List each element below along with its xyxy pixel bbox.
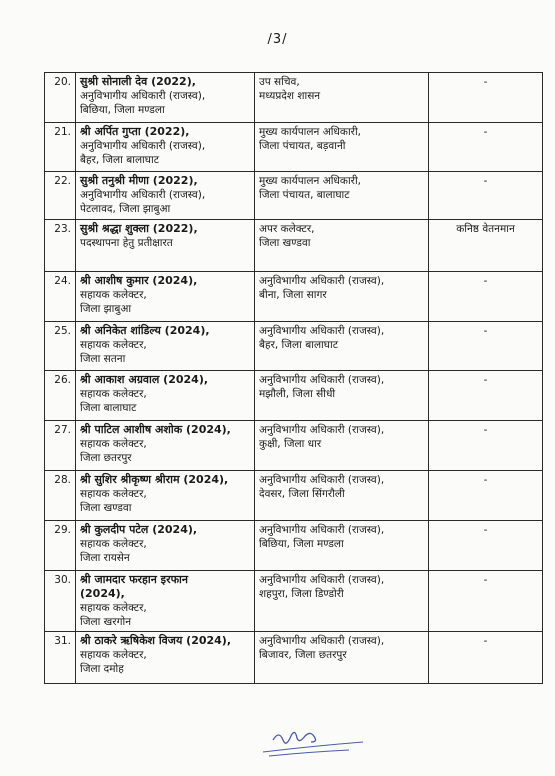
post-text: अनुविभागीय अधिकारी (राजस्व), xyxy=(259,374,385,386)
name-text: श्री आकाश अग्रवाल (2024), xyxy=(80,373,209,386)
sn-text: 20. xyxy=(54,76,71,88)
place-text: जिला छतरपुर xyxy=(80,452,132,464)
serial-number-cell xyxy=(45,571,76,632)
post-text: बिछिया, जिला मण्डला xyxy=(259,538,344,550)
post-text: जिला पंचायत, बड़वानी xyxy=(259,140,346,152)
post-text: देवसर, जिला सिंगरौली xyxy=(259,488,345,500)
remark-cell xyxy=(429,471,543,521)
remark-text: - xyxy=(483,175,488,187)
serial-number-cell xyxy=(45,220,76,272)
place-text: जिला झाबुआ xyxy=(80,303,132,315)
name-text: सुश्री तनुश्री मीणा (2022), xyxy=(80,174,198,187)
table-row xyxy=(45,322,543,371)
officer-cell xyxy=(76,322,255,371)
designation-text: अनुविभागीय अधिकारी (राजस्व), xyxy=(80,90,206,102)
remark-cell xyxy=(429,220,543,272)
post-text: अनुविभागीय अधिकारी (राजस्व), xyxy=(259,574,385,586)
place-text: बिछिया, जिला मण्डला xyxy=(80,104,165,116)
place-text: जिला सतना xyxy=(80,353,126,365)
new-posting-cell xyxy=(255,172,429,220)
post-text: अपर कलेक्टर, xyxy=(259,223,315,235)
remark-text: - xyxy=(483,474,488,486)
name-text: श्री अनिकेत शांडिल्य (2024), xyxy=(80,324,210,337)
table-row xyxy=(45,471,543,521)
new-posting-cell xyxy=(255,272,429,322)
remark-text: - xyxy=(483,524,488,536)
transfer-order-table xyxy=(44,72,543,684)
remark-cell xyxy=(429,371,543,421)
post-text: अनुविभागीय अधिकारी (राजस्व), xyxy=(259,325,385,337)
post-text: अनुविभागीय अधिकारी (राजस्व), xyxy=(259,635,385,647)
table-row xyxy=(45,421,543,471)
remark-text: - xyxy=(483,424,488,436)
remark-text: - xyxy=(483,275,488,287)
signature xyxy=(255,718,375,758)
place-text: जिला खण्डवा xyxy=(80,502,132,514)
officer-cell xyxy=(76,371,255,421)
place-text: जिला दमोह xyxy=(80,663,124,675)
remark-text: कनिष्ठ वेतनमान xyxy=(456,223,515,235)
new-posting-cell xyxy=(255,322,429,371)
post-text: मझौली, जिला सीधी xyxy=(259,388,336,400)
table-row xyxy=(45,272,543,322)
table-row xyxy=(45,73,543,123)
officer-cell xyxy=(76,521,255,571)
post-text: जिला खण्डवा xyxy=(259,237,311,249)
name-text: श्री आशीष कुमार (2024), xyxy=(80,274,198,287)
post-text: बिजावर, जिला छतरपुर xyxy=(259,649,347,661)
new-posting-cell xyxy=(255,521,429,571)
remark-text: - xyxy=(483,374,488,386)
table-row xyxy=(45,123,543,172)
post-text: मुख्य कार्यपालन अधिकारी, xyxy=(259,126,362,138)
post-text: अनुविभागीय अधिकारी (राजस्व), xyxy=(259,524,385,536)
name-text: (2024), xyxy=(80,587,125,600)
serial-number-cell xyxy=(45,521,76,571)
name-text: श्री ठाकरे ऋषिकेश विजय (2024), xyxy=(80,634,232,647)
officer-cell xyxy=(76,421,255,471)
table-row xyxy=(45,172,543,220)
officer-cell xyxy=(76,172,255,220)
post-text: शहपुरा, जिला डिण्डोरी xyxy=(259,588,344,600)
remark-text: - xyxy=(483,574,488,586)
name-text: श्री जामदार फरहान इरफान xyxy=(80,573,189,586)
designation-text: सहायक कलेक्टर, xyxy=(80,388,147,400)
new-posting-cell xyxy=(255,73,429,123)
officer-cell xyxy=(76,73,255,123)
sn-text: 26. xyxy=(54,374,71,386)
officer-cell xyxy=(76,632,255,684)
name-text: श्री अर्पित गुप्ता (2022), xyxy=(80,125,190,138)
serial-number-cell xyxy=(45,123,76,172)
remark-cell xyxy=(429,322,543,371)
serial-number-cell xyxy=(45,73,76,123)
name-text: सुश्री सोनाली देव (2022), xyxy=(80,75,196,88)
serial-number-cell xyxy=(45,371,76,421)
remark-cell xyxy=(429,123,543,172)
serial-number-cell xyxy=(45,632,76,684)
remark-text: - xyxy=(483,325,488,337)
designation-text: सहायक कलेक्टर, xyxy=(80,602,147,614)
designation-text: सहायक कलेक्टर, xyxy=(80,649,147,661)
table-row xyxy=(45,220,543,272)
post-text: अनुविभागीय अधिकारी (राजस्व), xyxy=(259,275,385,287)
serial-number-cell xyxy=(45,272,76,322)
remark-text: - xyxy=(483,126,488,138)
name-text: श्री कुलदीप पटेल (2024), xyxy=(80,523,198,536)
sn-text: 23. xyxy=(54,223,71,235)
designation-text: सहायक कलेक्टर, xyxy=(80,289,147,301)
sn-text: 21. xyxy=(54,126,71,138)
sn-text: 24. xyxy=(54,275,71,287)
table-row xyxy=(45,571,543,632)
designation-text: सहायक कलेक्टर, xyxy=(80,339,147,351)
serial-number-cell xyxy=(45,421,76,471)
designation-text: सहायक कलेक्टर, xyxy=(80,538,147,550)
officer-cell xyxy=(76,272,255,322)
sn-text: 27. xyxy=(54,424,71,436)
officer-cell xyxy=(76,220,255,272)
post-text: बैहर, जिला बालाघाट xyxy=(259,339,338,351)
post-text: अनुविभागीय अधिकारी (राजस्व), xyxy=(259,424,385,436)
sn-text: 28. xyxy=(54,474,71,486)
designation-text: अनुविभागीय अधिकारी (राजस्व), xyxy=(80,189,206,201)
place-text: जिला बालाघाट xyxy=(80,402,137,414)
new-posting-cell xyxy=(255,632,429,684)
sn-text: 30. xyxy=(54,574,71,586)
post-text: उप सचिव, xyxy=(259,76,300,88)
name-text: श्री सुशिर श्रीकृष्ण श्रीराम (2024), xyxy=(80,473,229,486)
post-text: अनुविभागीय अधिकारी (राजस्व), xyxy=(259,474,385,486)
remark-cell xyxy=(429,272,543,322)
table-row xyxy=(45,371,543,421)
new-posting-cell xyxy=(255,421,429,471)
remark-cell xyxy=(429,172,543,220)
page-number: /3/ xyxy=(267,32,288,47)
remark-cell xyxy=(429,521,543,571)
place-text: जिला खरगोन xyxy=(80,616,132,628)
sn-text: 22. xyxy=(54,175,71,187)
post-text: जिला पंचायत, बालाघाट xyxy=(259,189,350,201)
remark-cell xyxy=(429,421,543,471)
remark-cell xyxy=(429,73,543,123)
place-text: बैहर, जिला बालाघाट xyxy=(80,154,159,166)
sn-text: 29. xyxy=(54,524,71,536)
post-text: मुख्य कार्यपालन अधिकारी, xyxy=(259,175,362,187)
officer-cell xyxy=(76,471,255,521)
serial-number-cell xyxy=(45,322,76,371)
name-text: सुश्री श्रद्धा शुक्ला (2022), xyxy=(80,222,198,235)
officer-cell xyxy=(76,123,255,172)
remark-text: - xyxy=(483,635,488,647)
sn-text: 31. xyxy=(54,635,71,647)
post-text: बीना, जिला सागर xyxy=(259,289,327,301)
post-text: मध्यप्रदेश शासन xyxy=(259,90,321,102)
remark-text: - xyxy=(483,76,488,88)
table-row xyxy=(45,632,543,684)
post-text: कुक्षी, जिला धार xyxy=(259,438,322,450)
designation-text: अनुविभागीय अधिकारी (राजस्व), xyxy=(80,140,206,152)
new-posting-cell xyxy=(255,220,429,272)
designation-text: सहायक कलेक्टर, xyxy=(80,488,147,500)
place-text: पेटलावद, जिला झाबुआ xyxy=(80,203,171,215)
designation-text: सहायक कलेक्टर, xyxy=(80,438,147,450)
serial-number-cell xyxy=(45,172,76,220)
new-posting-cell xyxy=(255,371,429,421)
remark-cell xyxy=(429,632,543,684)
new-posting-cell xyxy=(255,571,429,632)
sn-text: 25. xyxy=(54,325,71,337)
remark-cell xyxy=(429,571,543,632)
designation-text: पदस्थापना हेतु प्रतीक्षारत xyxy=(80,237,173,249)
place-text: जिला रायसेन xyxy=(80,552,130,564)
name-text: श्री पाटिल आशीष अशोक (2024), xyxy=(80,423,231,436)
officer-cell xyxy=(76,571,255,632)
new-posting-cell xyxy=(255,471,429,521)
table-row xyxy=(45,521,543,571)
new-posting-cell xyxy=(255,123,429,172)
serial-number-cell xyxy=(45,471,76,521)
